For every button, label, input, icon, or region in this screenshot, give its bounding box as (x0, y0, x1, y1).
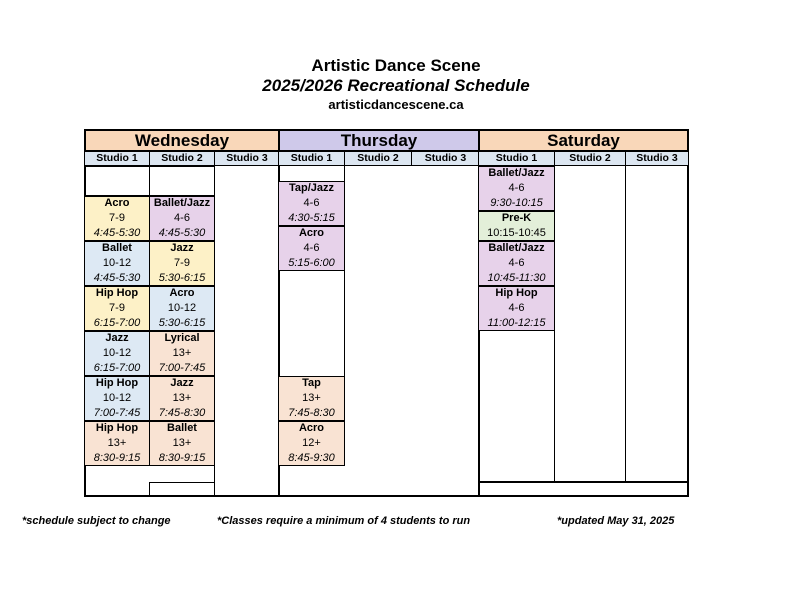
class-time: 7:00-7:45 (158, 362, 206, 374)
class-time: 5:15-6:00 (288, 257, 335, 269)
class-time: 7:45-8:30 (288, 407, 335, 419)
class-name: Acro (104, 197, 130, 209)
footer-note-change: *schedule subject to change (22, 515, 171, 527)
studio-header: Studio 2 (344, 151, 412, 166)
class-age: 12+ (302, 437, 321, 449)
class-name: Hip Hop (95, 422, 139, 434)
empty-slot (84, 166, 150, 196)
class-cell (478, 286, 555, 331)
class-time: 8:45-9:30 (288, 452, 335, 464)
class-name: Hip Hop (95, 287, 139, 299)
class-cell (84, 421, 150, 466)
class-name: Acro (169, 287, 195, 299)
class-cell (149, 376, 215, 421)
footer-note-updated: *updated May 31, 2025 (557, 515, 675, 527)
class-age: 13+ (302, 392, 321, 404)
class-name: Ballet/Jazz (488, 242, 545, 254)
class-time: 5:30-6:15 (158, 317, 206, 329)
class-name: Acro (298, 227, 325, 239)
class-cell (84, 241, 150, 286)
class-cell (84, 376, 150, 421)
class-age: 13+ (172, 347, 192, 359)
class-name: Jazz (170, 242, 194, 254)
day-header-saturday: Saturday (478, 129, 689, 151)
class-time: 10:45-11:30 (487, 272, 546, 284)
class-cell (478, 211, 555, 241)
class-age: 7-9 (109, 302, 125, 314)
class-time: 11:00-12:15 (487, 317, 546, 329)
class-age: 4-6 (303, 242, 320, 254)
studio-header: Studio 1 (84, 151, 150, 166)
studio-divider (214, 166, 215, 497)
studio-header: Studio 3 (214, 151, 280, 166)
class-cell (478, 241, 555, 286)
studio-header: Studio 3 (411, 151, 480, 166)
class-time: 4:45-5:30 (93, 227, 141, 239)
class-time: 4:45-5:30 (93, 272, 141, 284)
class-cell (149, 286, 215, 331)
class-time: 4:45-5:30 (158, 227, 206, 239)
class-name: Ballet (102, 242, 132, 254)
class-cell (149, 241, 215, 286)
class-name: Tap/Jazz (288, 182, 335, 194)
class-name: Jazz (105, 332, 129, 344)
class-age: 4-6 (174, 212, 190, 224)
day-header-wednesday: Wednesday (84, 129, 280, 151)
studio-header: Studio 1 (478, 151, 555, 166)
class-time: 8:30-9:15 (93, 452, 141, 464)
class-name: Ballet/Jazz (488, 167, 545, 179)
class-age: 13+ (172, 437, 192, 449)
class-age: 13+ (107, 437, 127, 449)
studio-divider (625, 166, 626, 482)
class-cell (149, 196, 215, 241)
class-cell (278, 226, 345, 271)
class-age: 7-9 (174, 257, 190, 269)
class-age: 10-12 (102, 257, 132, 269)
class-age: 4-6 (508, 182, 525, 194)
studio-divider (554, 166, 555, 482)
studio-header: Studio 2 (149, 151, 215, 166)
school-name: Artistic Dance Scene (311, 56, 481, 75)
empty-slot (149, 166, 215, 196)
class-name: Hip Hop (95, 377, 139, 389)
class-time: 8:30-9:15 (158, 452, 206, 464)
schedule-title: 2025/2026 Recreational Schedule (262, 76, 530, 95)
day-header-thursday: Thursday (278, 129, 480, 151)
class-time: 6:15-7:00 (93, 317, 141, 329)
class-name: Jazz (170, 377, 194, 389)
class-name: Ballet (167, 422, 197, 434)
class-name: Pre-K (501, 212, 532, 224)
class-time: 5:30-6:15 (158, 272, 206, 284)
row-divider (478, 481, 689, 483)
studio-header: Studio 2 (554, 151, 626, 166)
schedule-table (84, 129, 689, 497)
class-cell (278, 376, 345, 421)
website: artisticdancescene.ca (328, 97, 464, 112)
class-time: 7:45-8:30 (158, 407, 206, 419)
class-cell (149, 421, 215, 466)
class-time: 4:30-5:15 (288, 212, 335, 224)
class-age: 4-6 (508, 302, 525, 314)
class-cell (84, 286, 150, 331)
footer-note-minimum: *Classes require a minimum of 4 students to run (217, 515, 471, 527)
class-cell (149, 331, 215, 376)
class-age: 4-6 (303, 197, 320, 209)
class-name: Hip Hop (495, 287, 538, 299)
class-age: 7-9 (109, 212, 125, 224)
class-name: Tap (302, 377, 321, 389)
studio-header: Studio 1 (278, 151, 345, 166)
class-cell (84, 196, 150, 241)
class-age: 10-12 (167, 302, 197, 314)
class-name: Ballet/Jazz (153, 197, 211, 209)
class-age: 10-12 (102, 392, 132, 404)
class-name: Acro (298, 422, 325, 434)
class-time: 7:00-7:45 (93, 407, 141, 419)
class-name: Lyrical (164, 332, 200, 344)
class-cell (278, 181, 345, 226)
empty-slot (149, 482, 215, 497)
class-time: 10:15-10:45 (487, 227, 546, 239)
class-age: 4-6 (508, 257, 525, 269)
class-cell (278, 421, 345, 466)
class-time: 6:15-7:00 (93, 362, 141, 374)
class-time: 9:30-10:15 (490, 197, 543, 209)
studio-header: Studio 3 (625, 151, 689, 166)
class-age: 10-12 (102, 347, 132, 359)
class-age: 13+ (172, 392, 192, 404)
class-cell (84, 331, 150, 376)
class-cell (478, 166, 555, 211)
